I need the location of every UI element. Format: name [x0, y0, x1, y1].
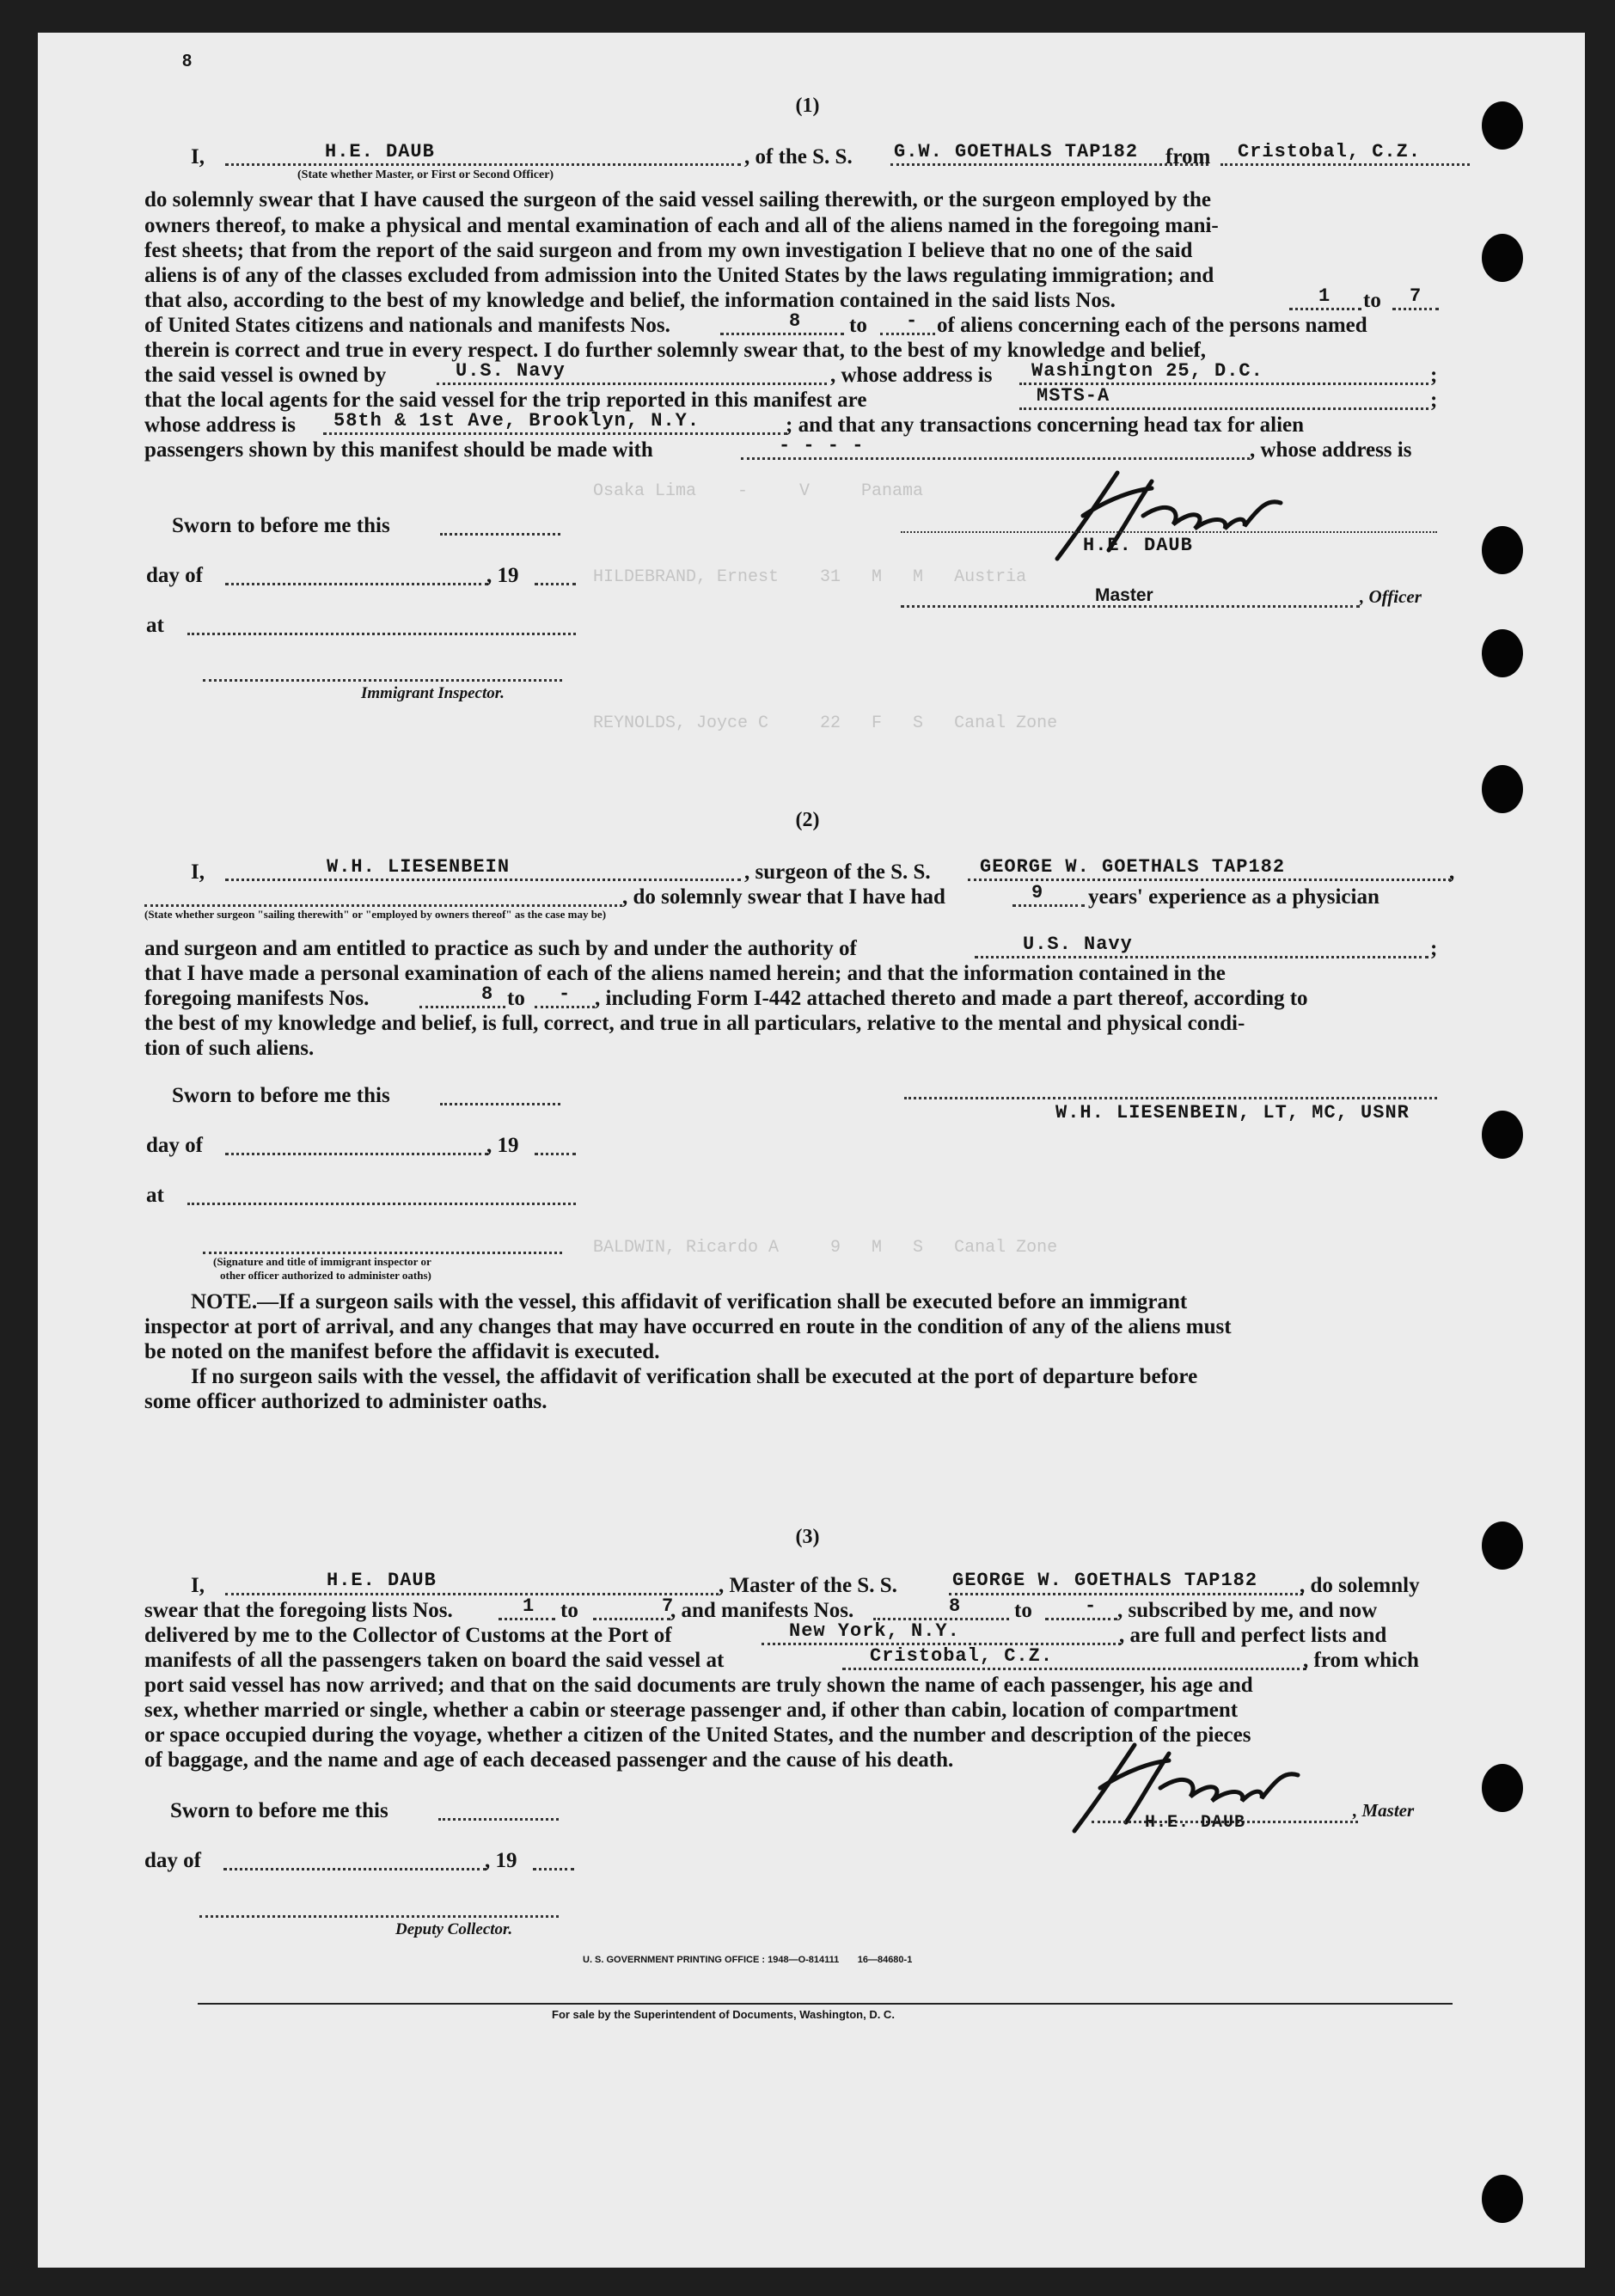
section-2-intro: I, [191, 860, 205, 884]
oath-line: foregoing manifests Nos. [144, 987, 370, 1010]
officer-note: (State whether Master, or First or Second Officer) [297, 168, 554, 181]
bleed-through-text: REYNOLDS, Joyce C 22 F S Canal Zone [593, 713, 1058, 733]
fill-line [842, 1668, 1306, 1670]
oath-line: , including Form I-442 attached thereto and made a part thereof, according to [595, 987, 1308, 1010]
master-of-ss-label: , Master of the S. S. [719, 1574, 897, 1597]
fill-line [720, 333, 844, 335]
semicolon: ; [1430, 364, 1438, 387]
note-line: some officer authorized to administer oaths. [144, 1390, 548, 1413]
oath-line: do solemnly swear that I have caused the surgeon of the said vessel sailing therewith, or the surgeon employed by the [144, 188, 1211, 211]
manifests-to: - [906, 310, 919, 332]
year-label: , 19 [486, 1134, 519, 1157]
lists-from: 1 [1318, 285, 1331, 307]
to-label: to [1014, 1599, 1032, 1622]
oath-line: , subscribed by me, and now [1117, 1599, 1378, 1622]
master-label: , Master [1353, 1800, 1415, 1821]
to-label: to [560, 1599, 578, 1622]
lists-from: 1 [523, 1595, 535, 1617]
fill-line [968, 879, 1451, 881]
fill-line [1045, 1618, 1117, 1620]
fill-line [533, 1868, 574, 1870]
master-signature [1023, 464, 1315, 576]
oath-line: sex, whether married or single, whether a cabin or steerage passenger and, if other than cabin, location of compartment [144, 1699, 1239, 1722]
fill-line [499, 1618, 555, 1620]
footer-rule [198, 2003, 1453, 2005]
boarded-at: Cristobal, C.Z. [870, 1645, 1054, 1667]
fill-line [199, 1915, 559, 1918]
oath-line: , do solemnly [1300, 1574, 1420, 1597]
vessel-owner: U.S. Navy [456, 360, 566, 382]
master-name: H.E. DAUB [1145, 1813, 1246, 1833]
note-line: If no surgeon sails with the vessel, the affidavit of verification shall be executed at the port of departure before [191, 1365, 1198, 1388]
oath-line: whose address is [144, 413, 296, 437]
fill-line [1289, 308, 1361, 310]
year-label: , 19 [485, 1849, 517, 1872]
gpo-imprint: U. S. GOVERNMENT PRINTING OFFICE : 1948—O-814111 16—84680-1 [583, 1955, 913, 1965]
port-of-customs: New York, N.Y. [789, 1620, 960, 1642]
from-label: from [1165, 145, 1211, 168]
semicolon: ; [1430, 389, 1438, 412]
section-3-heading: (3) [795, 1526, 820, 1548]
to-label: to [849, 314, 867, 337]
oath-line: ; and that any transactions concerning head tax for alien [786, 413, 1305, 437]
oath-line: tion of such aliens. [144, 1037, 315, 1060]
section-3-intro: I, [191, 1574, 205, 1597]
oath-line: owners thereof, to make a physical and mental examination of each and all of the aliens named in the foregoing mani- [144, 214, 1219, 237]
bleed-through-text: BALDWIN, Ricardo A 9 M S Canal Zone [593, 1238, 1058, 1258]
oath-line: or space occupied during the voyage, whether a citizen of the United States, and the number and description of the pieces [144, 1724, 1251, 1747]
master-name: H.E. DAUB [327, 1570, 437, 1591]
manifests-from: 8 [949, 1595, 962, 1617]
oath-line: that I have made a personal examination of each of the aliens named herein; and that the information contained in the [144, 962, 1226, 985]
page-number: 8 [182, 52, 193, 70]
from-port: Cristobal, C.Z. [1238, 141, 1422, 162]
year-label: , 19 [486, 564, 519, 587]
fill-line [535, 583, 576, 585]
oath-line: therein is correct and true in every respect. I do further solemnly swear that, to the best of my knowledge and belief, [144, 339, 1207, 362]
oath-line: port said vessel has now arrived; and that on the said documents are truly shown the name of each passenger, his age and [144, 1674, 1253, 1697]
officer-name: H.E. DAUB [325, 141, 435, 162]
fill-line [440, 533, 560, 536]
oath-line: and surgeon and am entitled to practice as such by and under the authority of [144, 937, 857, 960]
note-line: inspector at port of arrival, and any changes that may have occurred en route in the condition of any of the aliens must [144, 1315, 1232, 1338]
fill-line [223, 1868, 486, 1870]
oath-line: of United States citizens and nationals and manifests Nos. [144, 314, 670, 337]
comma: , [1449, 860, 1455, 884]
oath-line: the said vessel is owned by [144, 364, 387, 387]
at-label: at [146, 1184, 164, 1207]
fill-line [323, 432, 787, 435]
punch-hole [1482, 629, 1523, 677]
sworn-label: Sworn to before me this [172, 514, 390, 537]
owner-address: Washington 25, D.C. [1031, 360, 1263, 382]
punch-hole [1482, 234, 1523, 282]
note-line: NOTE.—If a surgeon sails with the vessel, this affidavit of verification shall be executed before an immigrant [191, 1290, 1188, 1313]
note-line: be noted on the manifest before the affidavit is executed. [144, 1340, 660, 1363]
fill-line [975, 956, 1428, 958]
signature-note: other officer authorized to administer oaths) [220, 1269, 431, 1282]
oath-line: of baggage, and the name and age of each deceased passenger and the cause of his death. [144, 1748, 954, 1772]
signature-line [901, 531, 1437, 533]
fill-line [890, 163, 1208, 166]
fill-line [949, 1593, 1303, 1595]
immigrant-inspector-label: Immigrant Inspector. [361, 684, 505, 702]
fill-line [144, 904, 622, 907]
fill-line [225, 163, 741, 166]
punch-hole [1482, 526, 1523, 574]
years-experience: 9 [1031, 882, 1044, 903]
fill-line [419, 1006, 505, 1008]
to-label: to [1363, 289, 1381, 312]
lists-to: 7 [1410, 285, 1422, 307]
practice-authority: U.S. Navy [1023, 934, 1133, 955]
day-of-label: day of [146, 1134, 203, 1157]
officer-label: , Officer [1360, 586, 1422, 607]
fill-line [225, 1153, 488, 1155]
signature-note: (Signature and title of immigrant inspector or [213, 1255, 431, 1268]
section-1-intro: I, [191, 145, 205, 168]
fill-line [225, 879, 741, 881]
bleed-through-text: HILDEBRAND, Ernest 31 M M Austria [593, 567, 1027, 587]
fill-line [904, 1097, 1437, 1099]
punch-hole [1482, 1111, 1523, 1159]
fill-line [535, 1006, 595, 1008]
oath-line: that also, according to the best of my knowledge and belief, the information contained in the said lists Nos. [144, 289, 1116, 312]
sale-notice: For sale by the Superintendent of Documents, Washington, D. C. [552, 2008, 895, 2021]
fill-line [1019, 407, 1428, 410]
master-name: H.E. DAUB [1083, 535, 1193, 556]
local-agents: MSTS-A [1037, 385, 1110, 407]
manifests-from: 8 [481, 983, 494, 1005]
at-label: at [146, 614, 164, 637]
section-2-heading: (2) [795, 809, 820, 831]
oath-line: the best of my knowledge and belief, is full, correct, and true in all particulars, relative to the mental and physical condi- [144, 1012, 1245, 1035]
vessel-name: G.W. GOETHALS TAP182 [894, 141, 1139, 162]
fill-line [880, 333, 935, 335]
surgeon-of-ss-label: , surgeon of the S. S. [744, 860, 931, 884]
fill-line [203, 679, 562, 682]
lists-to: 7 [662, 1595, 675, 1617]
fill-line [440, 1103, 560, 1105]
semicolon: ; [1430, 937, 1438, 960]
section-1-heading: (1) [795, 95, 820, 117]
oath-line: , whose address is [830, 364, 993, 387]
surgeon-signature-block: W.H. LIESENBEIN, LT, MC, USNR [1055, 1102, 1410, 1124]
fill-line [1220, 163, 1470, 166]
oath-line: manifests of all the passengers taken on board the said vessel at [144, 1649, 725, 1672]
manifests-to: - [559, 983, 572, 1005]
oath-line: of aliens concerning each of the persons named [937, 314, 1367, 337]
oath-line: , do solemnly swear that I have had [622, 885, 945, 909]
oath-line: , are full and perfect lists and [1119, 1624, 1387, 1647]
fill-line [225, 1593, 719, 1595]
oath-line: years' experience as a physician [1088, 885, 1379, 909]
oath-line: , and manifests Nos. [670, 1599, 854, 1622]
vessel-name: GEORGE W. GOETHALS TAP182 [952, 1570, 1258, 1591]
oath-line: aliens is of any of the classes excluded from admission into the United States by the laws regulating immigration; and [144, 264, 1214, 287]
fill-line [593, 1618, 670, 1620]
fill-line [535, 1153, 576, 1155]
officer-title: Master [1095, 585, 1153, 605]
fill-line [225, 583, 488, 585]
of-ss-label: , of the S. S. [744, 145, 853, 168]
fill-line [187, 633, 576, 635]
oath-line: , from which [1303, 1649, 1419, 1672]
punch-hole [1482, 765, 1523, 813]
oath-line: delivered by me to the Collector of Customs at the Port of [144, 1624, 672, 1647]
fill-line [1012, 904, 1085, 907]
surgeon-note: (State whether surgeon "sailing therewith" or "employed by owners thereof" as the case may be) [144, 908, 607, 921]
fill-line [187, 1203, 576, 1205]
oath-line: swear that the foregoing lists Nos. [144, 1599, 453, 1622]
surgeon-name: W.H. LIESENBEIN [327, 856, 511, 878]
to-label: to [507, 987, 525, 1010]
oath-line: that the local agents for the said vessel for the trip reported in this manifest are [144, 389, 867, 412]
fill-line [203, 1252, 562, 1254]
punch-hole [1482, 1764, 1523, 1812]
sworn-label: Sworn to before me this [170, 1799, 388, 1822]
fill-line [741, 457, 1250, 460]
vessel-name: GEORGE W. GOETHALS TAP182 [980, 856, 1286, 878]
oath-line: passengers shown by this manifest should be made with [144, 438, 653, 462]
bleed-through-text: Osaka Lima - V Panama [593, 481, 924, 501]
fill-line [1392, 308, 1439, 310]
head-tax-party: - - - - [779, 435, 865, 456]
manifests-to: - [1085, 1595, 1098, 1617]
punch-hole [1482, 2175, 1523, 2223]
sworn-label: Sworn to before me this [172, 1084, 390, 1107]
oath-line: , whose address is [1250, 438, 1412, 462]
agents-address: 58th & 1st Ave, Brooklyn, N.Y. [333, 410, 700, 432]
fill-line [438, 1818, 559, 1821]
fill-line [437, 383, 827, 385]
manifests-from: 8 [789, 310, 802, 332]
oath-line: fest sheets; that from the report of the said surgeon and from my own investigation I believe that no one of the said [144, 239, 1193, 262]
deputy-collector-label: Deputy Collector. [395, 1920, 513, 1938]
day-of-label: day of [144, 1849, 201, 1872]
day-of-label: day of [146, 564, 203, 587]
